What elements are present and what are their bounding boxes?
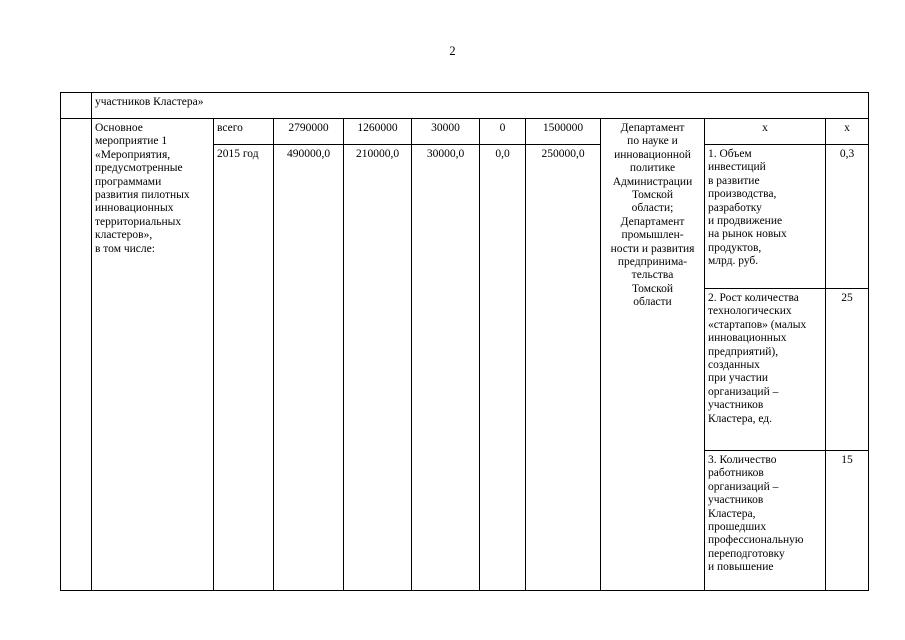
total-value-2: 1260000 — [344, 119, 412, 145]
total-indicator: x — [705, 119, 826, 145]
event-name: Основное мероприятие 1 «Мероприятия, предусмотренные программами развития пилотных инновационных территориальных кластеров», в том числе: — [92, 119, 214, 591]
continuation-row — [61, 93, 869, 119]
indicator-3-text: 3. Количество работников организаций – участников Кластера, прошедших профессиональную переподготовку и повышение — [705, 451, 826, 591]
total-label: всего — [214, 119, 274, 145]
indicator-1-text: 1. Объем инвестиций в развитие производства, разработку и продвижение на рынок новых продуктов, млрд. руб. — [705, 145, 826, 289]
year-value-4: 0,0 — [480, 145, 526, 591]
executor: Департамент по науке и инновационной политике Администрации Томской области; Департамент промышлен- ности и развития предпринима- тельства Томской области — [601, 119, 705, 591]
year-value-2: 210000,0 — [344, 145, 412, 591]
indicator-1-value: 0,3 — [826, 145, 869, 289]
total-value-5: 1500000 — [526, 119, 601, 145]
year-value-1: 490000,0 — [274, 145, 344, 591]
total-value-3: 30000 — [412, 119, 480, 145]
indicator-2-text: 2. Рост количества технологических «стартапов» (малых инновационных предприятий), созданных при участии организаций – участников Кластера, ед. — [705, 289, 826, 451]
row-number-cell — [61, 93, 92, 119]
total-value-1: 2790000 — [274, 119, 344, 145]
indicator-2-value: 25 — [826, 289, 869, 451]
row-number-cell — [61, 119, 92, 591]
year-value-5: 250000,0 — [526, 145, 601, 591]
continuation-text: участников Кластера» — [92, 93, 869, 119]
year-value-3: 30000,0 — [412, 145, 480, 591]
year-label: 2015 год — [214, 145, 274, 591]
page-number: 2 — [449, 44, 456, 58]
program-table — [60, 92, 869, 591]
indicator-3-value: 15 — [826, 451, 869, 591]
total-indicator-value: x — [826, 119, 869, 145]
total-row — [61, 119, 869, 145]
total-value-4: 0 — [480, 119, 526, 145]
